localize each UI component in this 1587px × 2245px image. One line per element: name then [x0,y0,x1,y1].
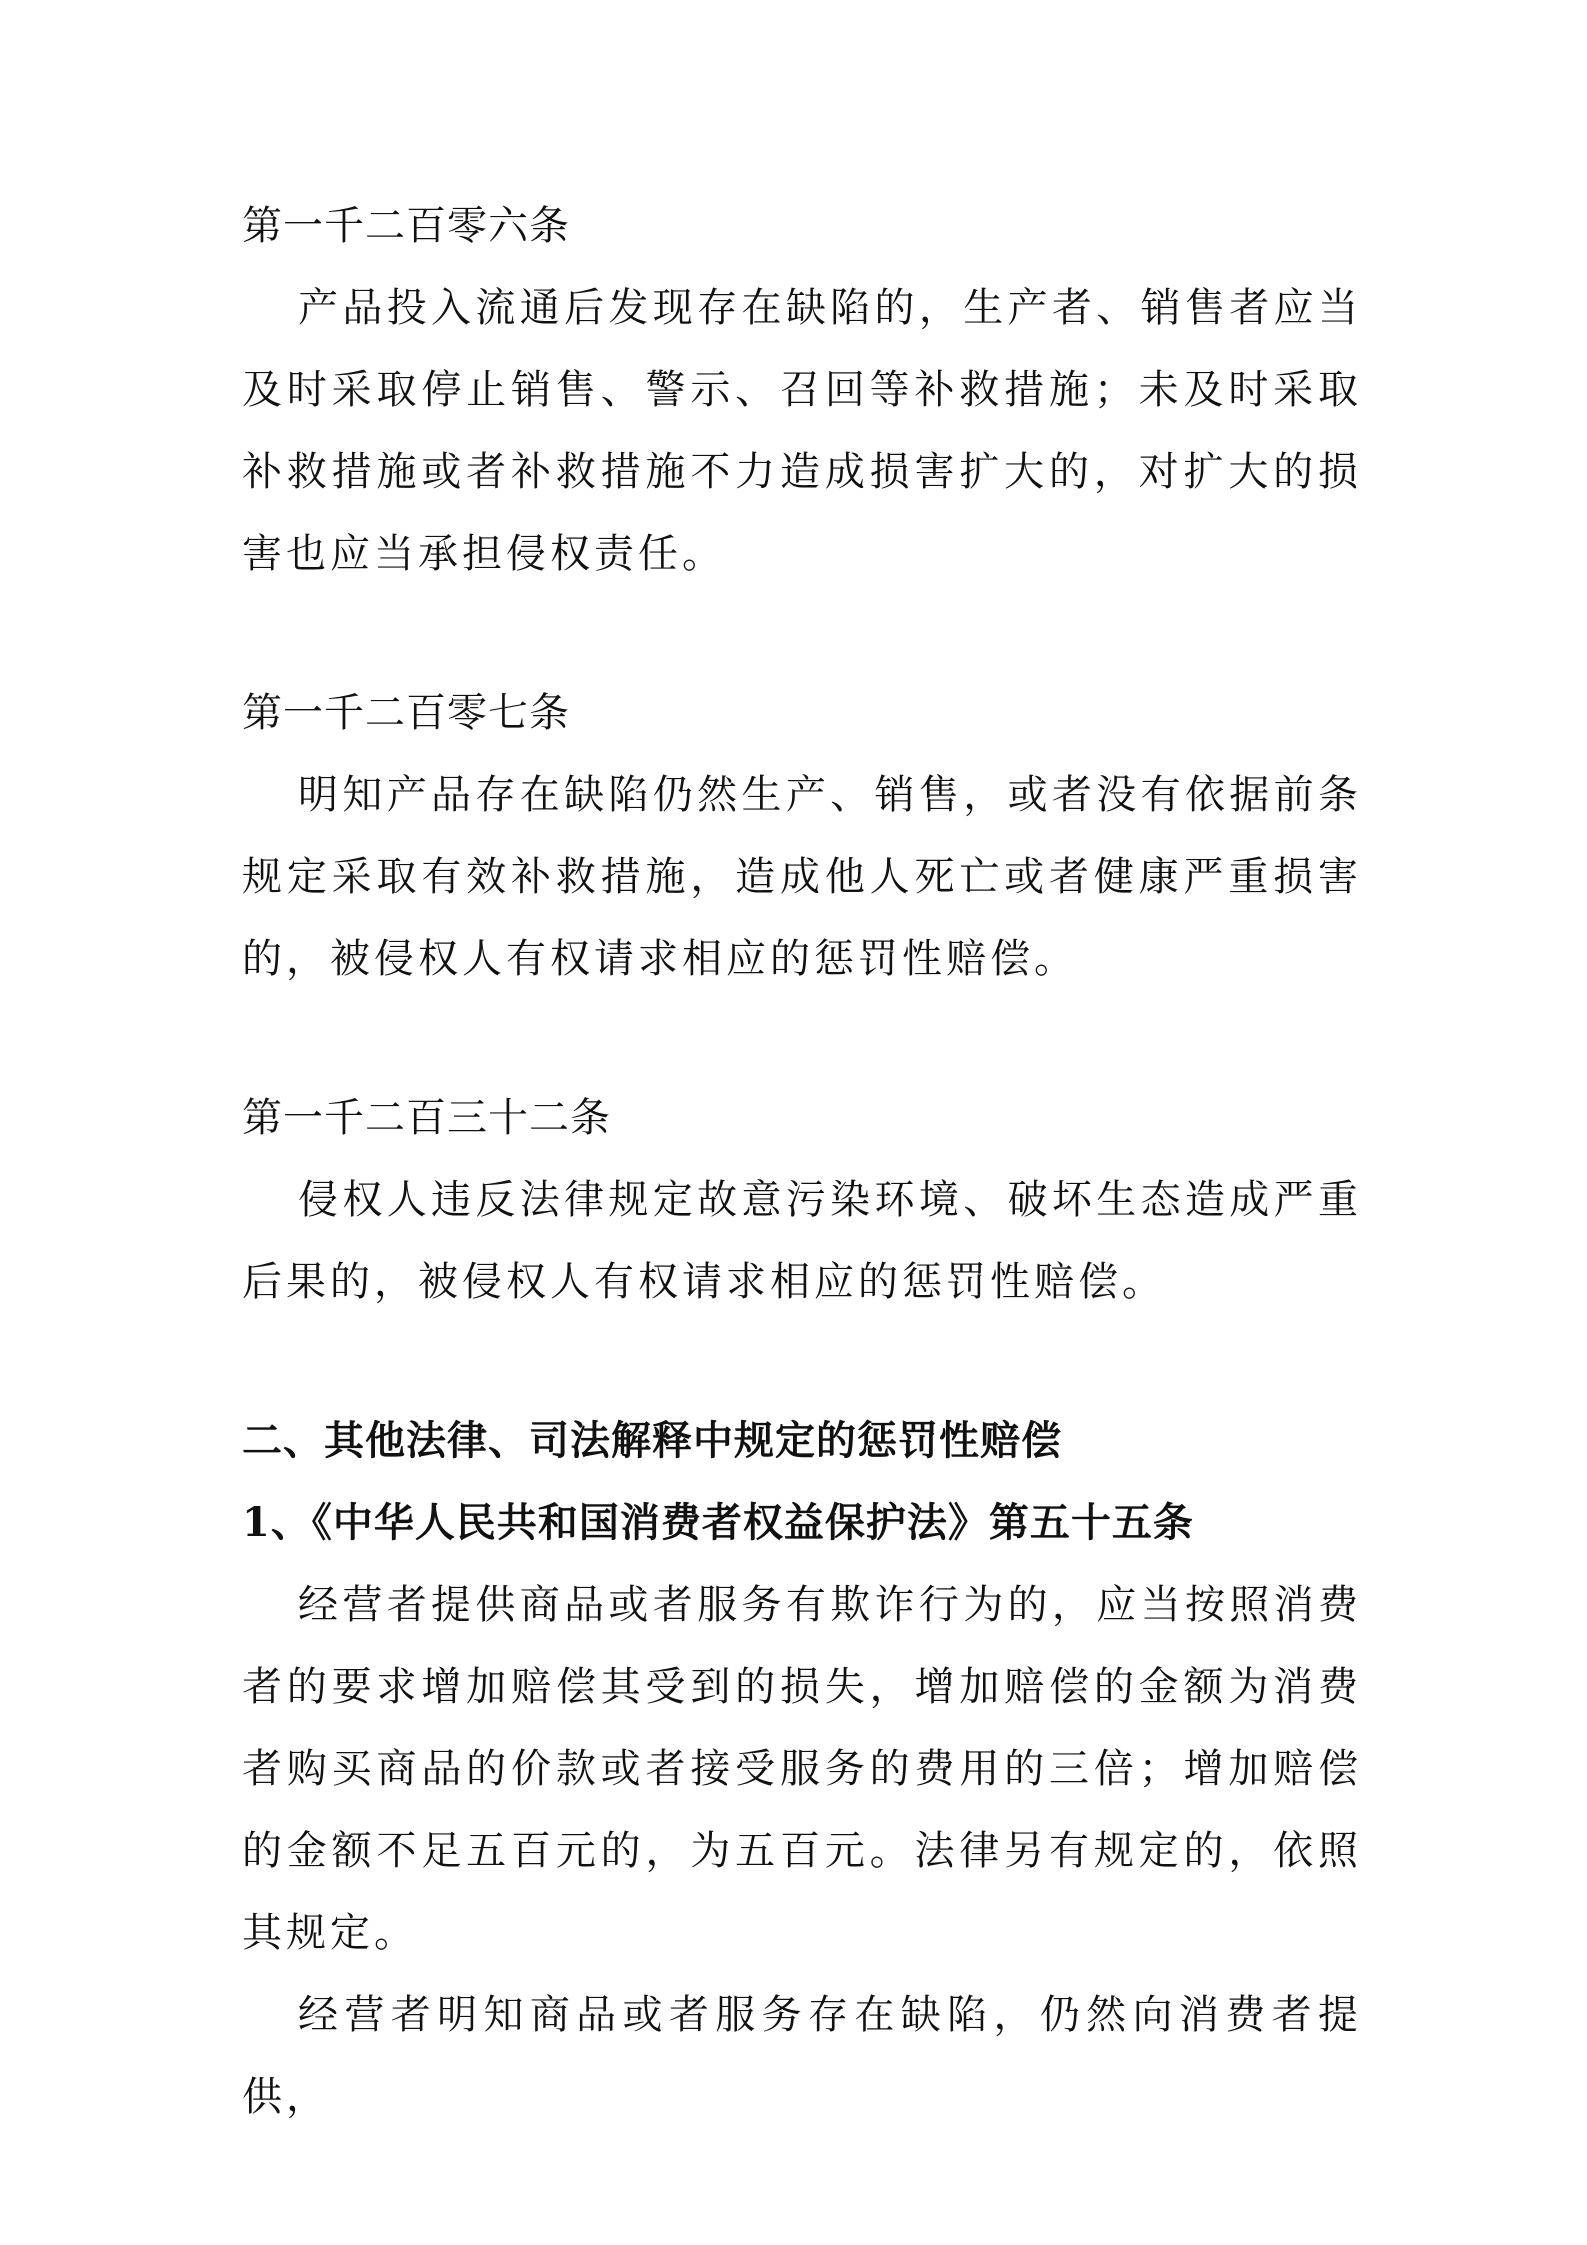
article-heading: 第一千二百三十二条 [242,1095,611,1141]
article-heading: 第一千二百零六条 [242,203,570,249]
other-laws-section [242,1400,1362,2138]
section-paragraph: 经营者提供商品或者服务有欺诈行为的，应当按照消费者的要求增加赔偿其受到的损失，增加赔偿的金额为消费者购买商品的价款或者接受服务的费用的三倍；增加赔偿的金额不足五百元的，为五百元。法律另有规定的，依照其规定。 [242,1582,1362,1956]
article-1206 [242,185,1362,595]
article-paragraph: 产品投入流通后发现存在缺陷的，生产者、销售者应当及时采取停止销售、警示、召回等补救措施；未及时采取补救措施或者补救措施不力造成损害扩大的，对扩大的损害也应当承担侵权责任。 [242,285,1362,577]
section-paragraph: 经营者明知商品或者服务存在缺陷，仍然向消费者提供， [242,1992,1362,2120]
section-title: 二、其他法律、司法解释中规定的惩罚性赔偿 [242,1417,1062,1464]
article-paragraph: 明知产品存在缺陷仍然生产、销售，或者没有依据前条规定采取有效补救措施，造成他人死亡或者健康严重损害的，被侵权人有权请求相应的惩罚性赔偿。 [242,772,1362,982]
article-1232 [242,1077,1362,1323]
section-sub-title: 1、《中华人民共和国消费者权益保护法》第五十五条 [242,1499,1194,1546]
article-1207 [242,672,1362,1000]
article-heading: 第一千二百零七条 [242,690,570,736]
document-body [242,185,1362,2138]
article-paragraph: 侵权人违反法律规定故意污染环境、破坏生态造成严重后果的，被侵权人有权请求相应的惩罚性赔偿。 [242,1177,1362,1305]
